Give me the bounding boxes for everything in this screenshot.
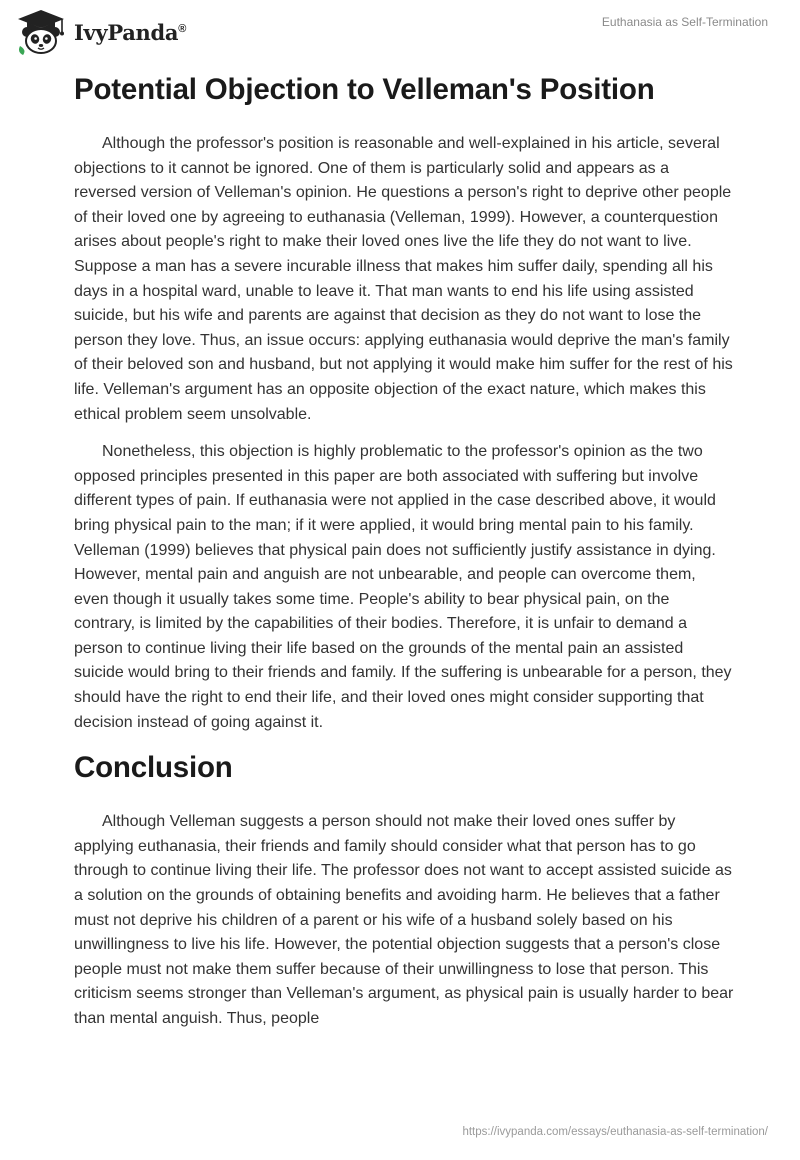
document-title: Euthanasia as Self-Termination (601, 15, 768, 29)
body-paragraph: Although the professor's position is reasonable and well-explained in his article, several objections to it cannot be ignored. One of them is particularly solid and appears as a reversed version of Velleman's opinion. He questions a person's right to deprive other people of their loved one by agreeing to euthanasia (Velleman, 1999). However, a counterquestion arises about people's right to make their loved ones live the life they do not want to live. Suppose a man has a severe incurable illness that makes him suffer daily, spending all his days in a hospital ward, unable to leave it. That man wants to end his life using assisted suicide, but his wife and parents are against that decision as they do not want to lose the person they love. Thus, an issue occurs: applying euthanasia would deprive the man's family of their beloved son and husband, but not applying it would make him suffer for the rest of his life. Velleman's argument has an opposite objection of the exact nature, which makes this ethical problem seem unsolvable. (74, 135, 733, 423)
source-url-link[interactable]: https://ivypanda.com/essays/euthanasia-as-self-termination/ (462, 1126, 768, 1138)
section-potential-objection (74, 70, 734, 735)
section-heading: Potential Objection to Velleman's Position (74, 73, 655, 106)
body-paragraph: Although Velleman suggests a person should not make their loved ones suffer by applying euthanasia, their friends and family should consider what that person has to go through to continue living their life. The professor does not want to accept assisted suicide as a solution on the grounds of obtaining benefits and avoiding harm. He believes that a father must not deprive his children of a parent or his wife of a husband solely based on his unwillingness to live his life. However, the potential objection suggests that a person's close people must not make them suffer because of their unwillingness to lose that person. This criticism seems stronger than Velleman's argument, as physical pain is usually harder to bear than mental anguish. Thus, people (74, 813, 734, 1027)
registered-mark: ® (178, 22, 187, 35)
section-heading: Conclusion (74, 751, 233, 785)
brand-name: IvyPanda® (74, 19, 187, 45)
page-header (0, 0, 800, 64)
section-conclusion (74, 748, 734, 1031)
ivypanda-logo[interactable] (14, 8, 186, 56)
panda-graduate-icon (14, 8, 68, 56)
essay-content (74, 70, 734, 1045)
body-paragraph: Nonetheless, this objection is highly problematic to the professor's opinion as the two opposed principles presented in this paper are both associated with suffering but involve different types of pain. If euthanasia were not applied in the case described above, it would bring physical pain to the man; if it were applied, it would bring mental pain to his family. Velleman (1999) believes that physical pain does not sufficiently justify assistance in dying. However, mental pain and anguish are not unbearable, and people can overcome them, even though it usually takes some time. People's ability to bear physical pain, on the contrary, is limited by the capabilities of their bodies. Therefore, it is unfair to demand a person to continue living their life based on the grounds of the mental pain an assisted suicide would bring to their friends and family. If the suffering is unbearable for a person, they should have the right to end their life, and their loved ones might consider supporting that decision instead of going against it. (74, 443, 732, 731)
